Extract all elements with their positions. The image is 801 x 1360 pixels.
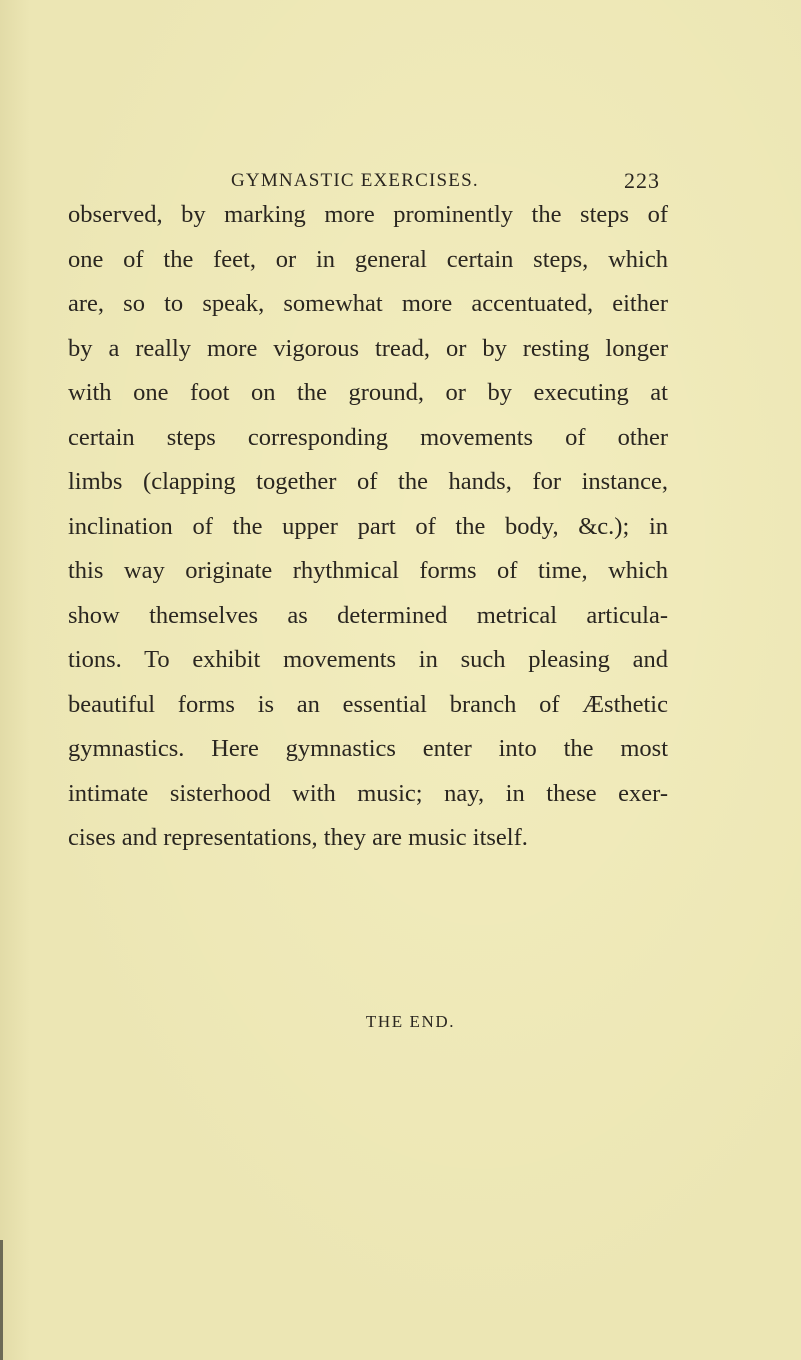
the-end-label: THE END. [365,1012,456,1031]
text-line: show themselves as determined metrical articula- [68,601,668,629]
text-line: certain steps corresponding movements of other [68,423,668,451]
text-line: inclination of the upper part of the body, &c.); in [68,512,668,540]
text-line: cises and representations, they are music itself. [68,824,528,851]
text-line: with one foot on the ground, or by executing at [68,379,668,406]
text-line: limbs (clapping together of the hands, for instance, [68,468,668,495]
text-line: intimate sisterhood with music; nay, in these exer- [68,779,668,807]
page-number: 223 [624,168,660,193]
text-line: by a really more vigorous tread, or by resting longer [68,334,668,362]
text-line: beautiful forms is an essential branch of Æsthetic [68,690,668,718]
running-head: GYMNASTIC EXERCISES. [231,170,479,191]
text-line: this way originate rhythmical forms of time, which [68,557,668,584]
body-paragraph [68,193,668,861]
text-line: one of the feet, or in general certain steps, which [68,245,668,273]
text-line: are, so to speak, somewhat more accentuated, either [68,290,668,317]
text-line: tions. To exhibit movements in such pleasing and [68,646,668,673]
page-edge-shadow [0,1240,3,1360]
text-line: observed, by marking more prominently the steps of [68,201,668,228]
text-line: gymnastics. Here gymnastics enter into the most [68,735,668,762]
